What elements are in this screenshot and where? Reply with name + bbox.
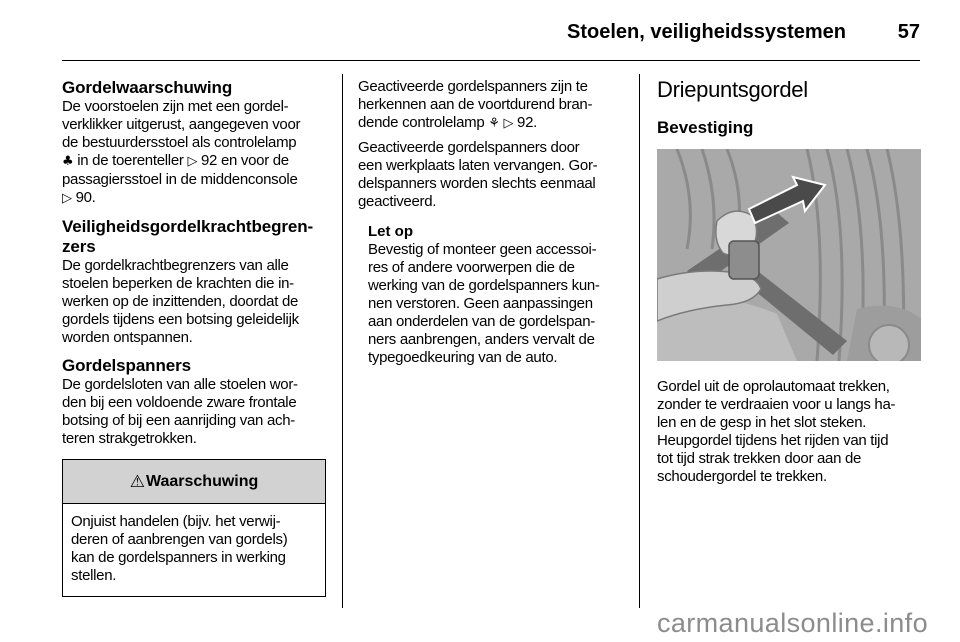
warning-title: Waarschuwing (145, 472, 259, 490)
warning-header (63, 460, 325, 504)
text-line: 90. (71, 189, 96, 206)
text-line: De gordelkrachtbegrenzers van alle (62, 257, 289, 274)
text-line: Geactiveerde gordelspanners door (358, 139, 580, 156)
text-line: len en de gesp in het slot steken. (657, 414, 867, 431)
text-line: passagiersstoel in de middenconsole (62, 171, 298, 188)
text-line: een werkplaats laten vervangen. Gor- (358, 157, 598, 174)
text-line: aan onderdelen van de gordelspan- (368, 313, 595, 330)
paragraph-krachtbegrenzers (62, 257, 326, 347)
text-line: Gordel uit de oprolautomaat trekken, (657, 378, 890, 395)
warning-text (71, 513, 317, 585)
text-line: Onjuist handelen (bijv. het verwij- (71, 513, 281, 530)
text-line: geactiveerd. (358, 193, 437, 210)
text-line: dende controlelamp (358, 114, 489, 131)
text-line: nen verstoren. Geen aanpassingen (368, 295, 593, 312)
text-line: Heupgordel tijdens het rijden van tijd (657, 432, 889, 449)
paragraph-gordelspanners (62, 376, 326, 448)
text-line: verklikker uitgerust, aangegeven voor (62, 116, 301, 133)
note-text (368, 241, 624, 367)
warning-triangle-icon: ⚠ (129, 471, 145, 492)
title-line: zers (62, 237, 96, 256)
text-line: botsing of bij een aanrijding van ach- (62, 412, 295, 429)
page-reference-arrow-icon[interactable]: ▷ (187, 154, 198, 169)
title-line: Veiligheidsgordelkrachtbegren- (62, 217, 314, 236)
text-line: in de toerenteller (73, 152, 188, 169)
text-line: deren of aanbrengen van gordels) (71, 531, 288, 548)
page-header (62, 18, 920, 61)
section-title-gordelspanners: Gordelspanners (62, 356, 191, 375)
section-title-gordelwaarschuwing: Gordelwaarschuwing (62, 78, 233, 97)
text-line: 92. (513, 114, 537, 131)
column-divider (639, 74, 640, 608)
text-line: teren strakgetrokken. (62, 430, 197, 447)
text-line: Geactiveerde gordelspanners zijn te (358, 78, 588, 95)
text-line: 92 en voor de (197, 152, 289, 169)
paragraph-geactiveerde-herkennen (358, 78, 624, 133)
text-line: werken op de inzittenden, doordat de (62, 293, 299, 310)
text-line: res of andere voorwerpen die de (368, 259, 575, 276)
column-right (657, 78, 921, 486)
text-line: zonder te verdraaien voor u langs ha- (657, 396, 896, 413)
text-line: schoudergordel te trekken. (657, 468, 827, 485)
text-line: stellen. (71, 567, 117, 584)
text-line: delspanners worden slechts eenmaal (358, 175, 596, 192)
pretensioner-warning-icon: ⚘ (488, 116, 500, 131)
seatbelt-warning-icon: ♣ (62, 154, 74, 169)
subsection-title-bevestiging: Bevestiging (657, 118, 754, 137)
text-line: werking van de gordelspanners kun- (368, 277, 600, 294)
page-reference-arrow-icon[interactable]: ▷ (503, 116, 514, 131)
section-title-krachtbegrenzers (62, 217, 326, 257)
note-box (368, 223, 624, 367)
paragraph-gordelwaarschuwing (62, 98, 326, 208)
warning-box (62, 459, 326, 597)
text-line: stoelen beperken de krachten die in- (62, 275, 294, 292)
column-middle (358, 78, 624, 367)
note-title: Let op (368, 223, 413, 240)
page-reference-arrow-icon[interactable]: ▷ (62, 191, 72, 206)
text-line: tot tijd strak trekken door aan de (657, 450, 862, 467)
text-line: gordels tijdens een botsing geleidelijk (62, 311, 299, 328)
caption-bevestiging (657, 378, 921, 486)
page-number: 57 (897, 21, 920, 43)
text-line: typegoedkeuring van de auto. (368, 349, 558, 366)
text-line: kan de gordelspanners in werking (71, 549, 286, 566)
text-line: De voorstoelen zijn met een gordel- (62, 98, 289, 115)
text-line: De gordelsloten van alle stoelen wor- (62, 376, 298, 393)
text-line: worden ontspannen. (62, 329, 193, 346)
watermark: carmanualsonline.info (656, 608, 928, 638)
section-title-driepuntsgordel: Driepuntsgordel (657, 77, 808, 102)
text-line: de bestuurdersstoel als controlelamp (62, 134, 297, 151)
text-line: den bij een voldoende zware frontale (62, 394, 297, 411)
column-left (62, 78, 326, 597)
header-title: Stoelen, veiligheidssystemen (567, 21, 846, 43)
seatbelt-fastening-illustration (657, 149, 921, 361)
paragraph-geactiveerde-vervangen (358, 139, 624, 211)
warning-body (63, 504, 325, 596)
column-divider (342, 74, 343, 608)
text-line: herkennen aan de voortdurend bran- (358, 96, 593, 113)
text-line: ners aanbrengen, anders vervalt de (368, 331, 595, 348)
text-line: Bevestig of monteer geen accessoi- (368, 241, 597, 258)
